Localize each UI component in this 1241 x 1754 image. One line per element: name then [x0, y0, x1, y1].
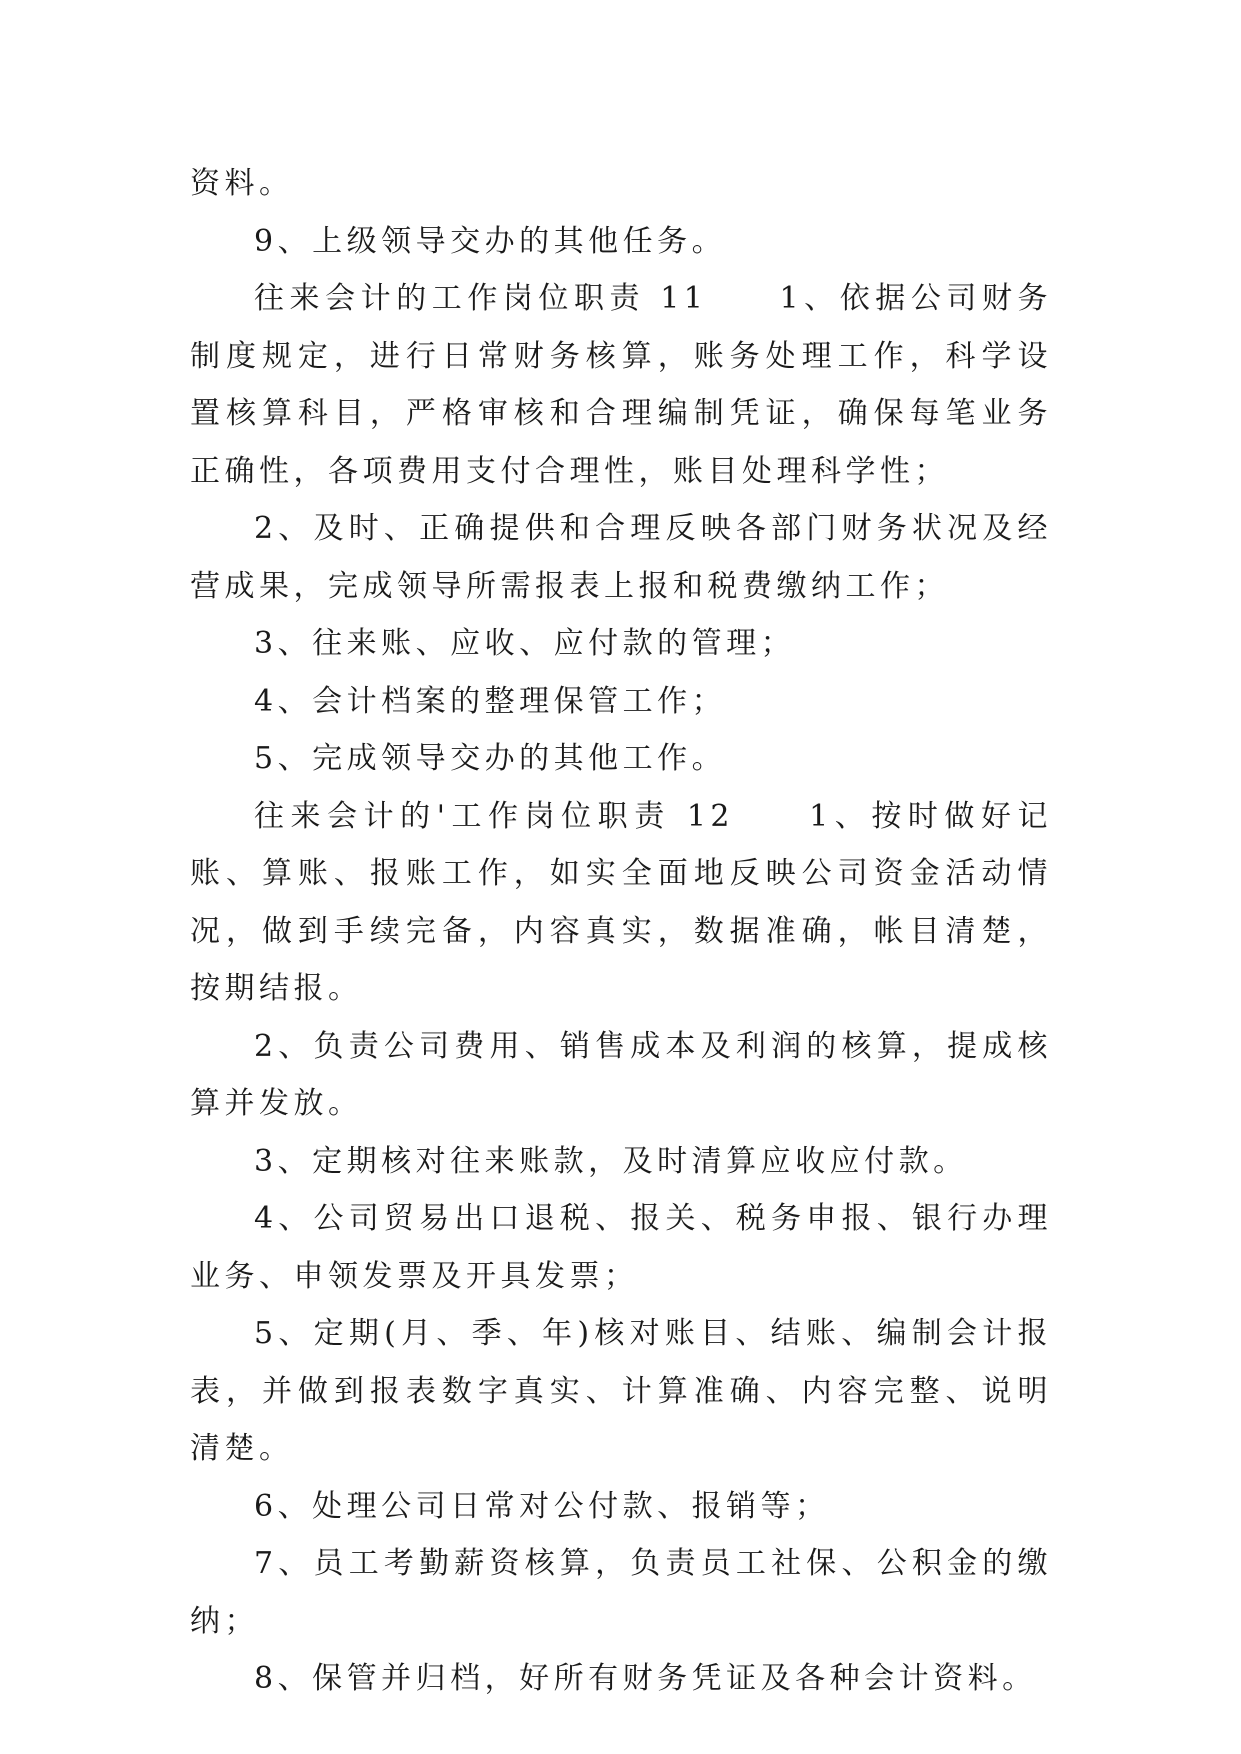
document-body: [190, 155, 1052, 1708]
paragraph-item-6: 6、处理公司日常对公付款、报销等；: [254, 1488, 830, 1524]
paragraph-item-2b: 2、负责公司费用、销售成本及利润的核算，提成核算并发放。: [190, 1028, 1052, 1121]
paragraph-item-9: 9、上级领导交办的其他任务。: [254, 223, 727, 259]
paragraph-item-4b: 4、公司贸易出口退税、报关、税务申报、银行办理业务、申领发票及开具发票；: [190, 1201, 1052, 1294]
paragraph-item-7: 7、员工考勤薪资核算，负责员工社保、公积金的缴纳；: [190, 1546, 1052, 1639]
paragraph-item-3: 3、往来账、应收、应付款的管理；: [254, 626, 796, 661]
paragraph-item-5: 5、完成领导交办的其他工作。: [254, 741, 727, 776]
paragraph-item-2: 2、及时、正确提供和合理反映各部门财务状况及经营成果，完成领导所需报表上报和税费缴纳工作；: [190, 511, 1052, 604]
paragraph-continuation: 资料。: [190, 166, 294, 201]
paragraph-item-4: 4、会计档案的整理保管工作；: [254, 683, 727, 719]
paragraph-section-11: 往来会计的工作岗位职责 11 1、依据公司财务制度规定，进行日常财务核算，账务处理工作，科学设置核算科目，严格审核和合理编制凭证，确保每笔业务正确性，各项费用支付合理性，账目处理科学性；: [190, 281, 1052, 489]
paragraph-item-5b: 5、定期(月、季、年)核对账目、结账、编制会计报表，并做到报表数字真实、计算准确、内容完整、说明清楚。: [190, 1316, 1052, 1466]
paragraph-item-3b: 3、定期核对往来账款，及时清算应收应付款。: [254, 1143, 968, 1179]
paragraph-item-8: 8、保管并归档，好所有财务凭证及各种会计资料。: [254, 1661, 1037, 1696]
paragraph-section-12: 往来会计的'工作岗位职责 12 1、按时做好记账、算账、报账工作，如实全面地反映公司资金活动情况，做到手续完备，内容真实，数据准确，帐目清楚，按期结报。: [190, 798, 1052, 1006]
